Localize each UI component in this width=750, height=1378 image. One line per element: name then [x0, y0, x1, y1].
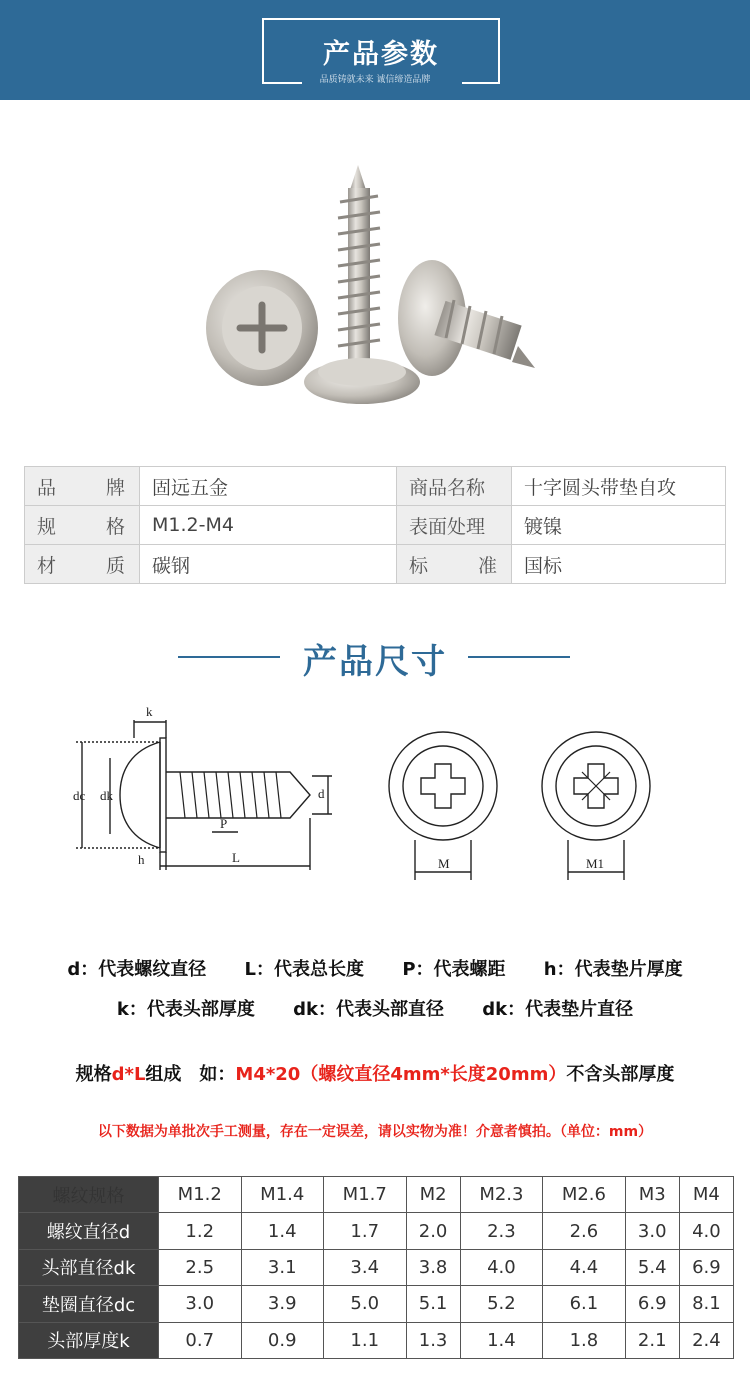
row-header: 头部厚度k: [19, 1322, 159, 1358]
label-k: k: [146, 704, 153, 719]
spec-key: 规格: [25, 506, 140, 545]
row-header: 头部直径dk: [19, 1249, 159, 1285]
table-cell: 3.0: [159, 1286, 242, 1322]
label-h: h: [138, 852, 145, 867]
table-cell: 3.8: [406, 1249, 460, 1285]
table-cell: 6.1: [543, 1286, 626, 1322]
banner-subtitle: 品质铸就未来 诚信缔造品牌: [319, 75, 431, 85]
table-cell: 8.1: [679, 1286, 733, 1322]
table-cell: M1.4: [241, 1177, 324, 1213]
spec-key: 商品名称: [397, 467, 512, 506]
table-cell: 1.3: [406, 1322, 460, 1358]
table-cell: 2.3: [460, 1213, 543, 1249]
table-cell: 1.7: [324, 1213, 407, 1249]
table-cell: 5.0: [324, 1286, 407, 1322]
spec-value: 固远五金: [140, 467, 397, 506]
table-cell: 1.4: [241, 1213, 324, 1249]
example-prefix: 规格: [75, 1064, 112, 1085]
spec-key: 标准: [397, 545, 512, 584]
table-cell: 6.9: [625, 1286, 679, 1322]
table-cell: M2.3: [460, 1177, 543, 1213]
legend-line-2: [0, 995, 750, 1021]
spec-value: 镀镍: [512, 506, 726, 545]
label-M1: M1: [586, 856, 605, 871]
table-cell: 2.0: [406, 1213, 460, 1249]
spec-row: [25, 545, 726, 584]
table-cell: 5.4: [625, 1249, 679, 1285]
example-mid: 组成 如：: [145, 1064, 236, 1085]
row-header: 螺纹直径d: [19, 1213, 159, 1249]
table-cell: M2.6: [543, 1177, 626, 1213]
legend-line-1: [0, 955, 750, 981]
legend-item: dk：代表垫片直径: [482, 999, 634, 1020]
banner-title: 产品参数: [323, 39, 439, 70]
table-cell: 3.1: [241, 1249, 324, 1285]
product-photo: [200, 150, 540, 440]
spec-row: [25, 467, 726, 506]
label-dc: dc: [73, 788, 86, 803]
spec-key: 表面处理: [397, 506, 512, 545]
spec-value: 碳钢: [140, 545, 397, 584]
table-cell: 0.7: [159, 1322, 242, 1358]
table-row: [19, 1286, 734, 1322]
table-cell: 4.4: [543, 1249, 626, 1285]
spec-value: 十字圆头带垫自攻: [512, 467, 726, 506]
table-cell: 2.5: [159, 1249, 242, 1285]
table-cell: 2.4: [679, 1322, 733, 1358]
table-cell: 1.2: [159, 1213, 242, 1249]
example-suffix: 不含头部厚度: [566, 1064, 675, 1085]
table-cell: 1.4: [460, 1322, 543, 1358]
table-cell: 1.1: [324, 1322, 407, 1358]
example-value: M4*20（螺纹直径4mm*长度20mm）: [235, 1064, 567, 1085]
legend-item: dk：代表头部直径: [293, 999, 444, 1020]
label-P: P: [220, 816, 228, 831]
table-cell: 2.6: [543, 1213, 626, 1249]
table-cell: 4.0: [679, 1213, 733, 1249]
legend-item: P：代表螺距: [402, 959, 506, 980]
measurement-warning: 以下数据为单批次手工测量，存在一定误差，请以实物为准！介意者慎拍。（单位：mm）: [97, 1124, 653, 1140]
spec-key: 品牌: [25, 467, 140, 506]
title-rule-right: [468, 656, 570, 658]
row-header: 螺纹规格: [19, 1177, 159, 1213]
spec-value: 国标: [512, 545, 726, 584]
table-cell: M1.2: [159, 1177, 242, 1213]
table-cell: M4: [679, 1177, 733, 1213]
table-row: [19, 1213, 734, 1249]
legend-item: L：代表总长度: [244, 959, 365, 980]
legend-item: d：代表螺纹直径: [67, 959, 207, 980]
table-cell: 5.1: [406, 1286, 460, 1322]
section-title: 产品尺寸: [303, 642, 447, 682]
table-cell: 0.9: [241, 1322, 324, 1358]
table-cell: 3.4: [324, 1249, 407, 1285]
example-format: d*L: [111, 1064, 146, 1085]
table-cell: M3: [625, 1177, 679, 1213]
legend-item: k：代表头部厚度: [116, 999, 255, 1020]
table-cell: 3.9: [241, 1286, 324, 1322]
legend-item: h：代表垫片厚度: [543, 959, 683, 980]
spec-value: M1.2-M4: [140, 506, 397, 545]
label-dk: dk: [100, 788, 113, 803]
table-cell: 3.0: [625, 1213, 679, 1249]
table-cell: M2: [406, 1177, 460, 1213]
spec-row: [25, 506, 726, 545]
size-table: [18, 1176, 734, 1359]
table-cell: 6.9: [679, 1249, 733, 1285]
table-cell: 2.1: [625, 1322, 679, 1358]
table-cell: 1.8: [543, 1322, 626, 1358]
row-header: 垫圈直径dc: [19, 1286, 159, 1322]
table-row: [19, 1322, 734, 1358]
spec-key: 材质: [25, 545, 140, 584]
table-cell: M1.7: [324, 1177, 407, 1213]
dimension-diagram: [60, 700, 700, 890]
header-banner: [0, 0, 750, 100]
spec-example: [0, 1060, 750, 1086]
label-L: L: [232, 850, 240, 865]
table-cell: 5.2: [460, 1286, 543, 1322]
label-d: d: [318, 786, 325, 801]
table-cell: 4.0: [460, 1249, 543, 1285]
table-header-row: [19, 1177, 734, 1213]
table-row: [19, 1249, 734, 1285]
label-M: M: [438, 856, 450, 871]
spec-table: [24, 466, 726, 584]
